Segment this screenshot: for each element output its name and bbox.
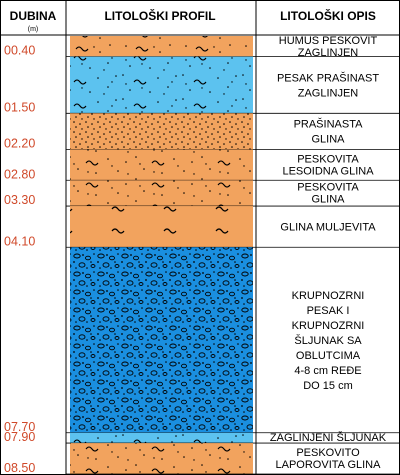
depth-label-1: 00.40 (4, 43, 36, 58)
depth-label-4: 02.80 (4, 167, 36, 182)
description-line: OBLUTCIMA (295, 349, 361, 362)
description-line: KRUPNOZRNI (291, 319, 365, 332)
description-line: KRUPNOZRNI (291, 289, 365, 302)
description-line: PRAŠINASTA (293, 118, 363, 131)
description-line: ZAGLINJEN (297, 46, 359, 59)
description-line: LESOIDNA GLINA (282, 165, 374, 178)
description-line: GLINA (311, 193, 345, 206)
description-line: HUMUS PESKOVIT (278, 34, 378, 47)
depth-column-title: DUBINA (9, 9, 57, 23)
description-line: ZAGLINJEN (297, 87, 359, 100)
description-line: PESKOVITO (296, 447, 360, 460)
layer-description-1 (279, 35, 378, 59)
description-line: DO 15 cm (303, 379, 353, 392)
description-line: LAPOROVITA GLINA (275, 459, 381, 472)
layer-fill-8 (70, 433, 253, 443)
depth-label-5: 03.30 (4, 193, 36, 208)
depth-label-8: 07.90 (4, 430, 36, 445)
layer-description-3 (294, 118, 364, 146)
profile-column-title: LITOLOŠKI PROFIL (104, 9, 216, 23)
description-line: PESKOVITA (297, 181, 359, 194)
layer-description-7 (292, 290, 365, 392)
depth-label-3: 02.20 (4, 136, 36, 151)
depth-label-9: 08.50 (4, 461, 36, 475)
depth-label-7: 07.70 (4, 419, 36, 434)
layer-description-9 (276, 447, 382, 471)
layer-fill-5 (70, 180, 253, 206)
layer-fill-4 (70, 149, 253, 180)
description-line: GLINA MULJEVITA (280, 221, 376, 234)
description-column-title: LITOLOŠKI OPIS (280, 9, 376, 23)
layer-fill-2 (70, 57, 253, 114)
description-line: PESAK PRAŠINAST (276, 72, 380, 85)
layer-description-8 (270, 431, 387, 444)
layer-description-2 (277, 71, 379, 99)
layer-fill-7 (70, 247, 253, 433)
layer-description-5 (297, 182, 359, 206)
layers (66, 36, 400, 474)
depth-label-6: 04.10 (4, 234, 36, 249)
description-line: PESAK I (306, 304, 350, 317)
depth-label-2: 01.50 (4, 100, 36, 115)
description-line: GLINA (311, 133, 345, 146)
description-line: 4-8 cm REĐE (294, 364, 362, 377)
layer-description-4 (282, 153, 374, 177)
depth-column-unit: (m) (27, 26, 39, 33)
description-line: ŠLJUNAK SA (294, 334, 362, 347)
layer-fill-1 (70, 36, 253, 57)
layer-description-6 (280, 222, 376, 234)
layer-fill-6 (70, 206, 253, 247)
layer-fill-9 (70, 443, 253, 474)
table-header (0, 8, 400, 35)
layer-fill-3 (70, 113, 253, 149)
description-line: PESKOVITA (297, 153, 359, 166)
description-line: ZAGLINJENI ŠLJUNAK (269, 432, 387, 445)
